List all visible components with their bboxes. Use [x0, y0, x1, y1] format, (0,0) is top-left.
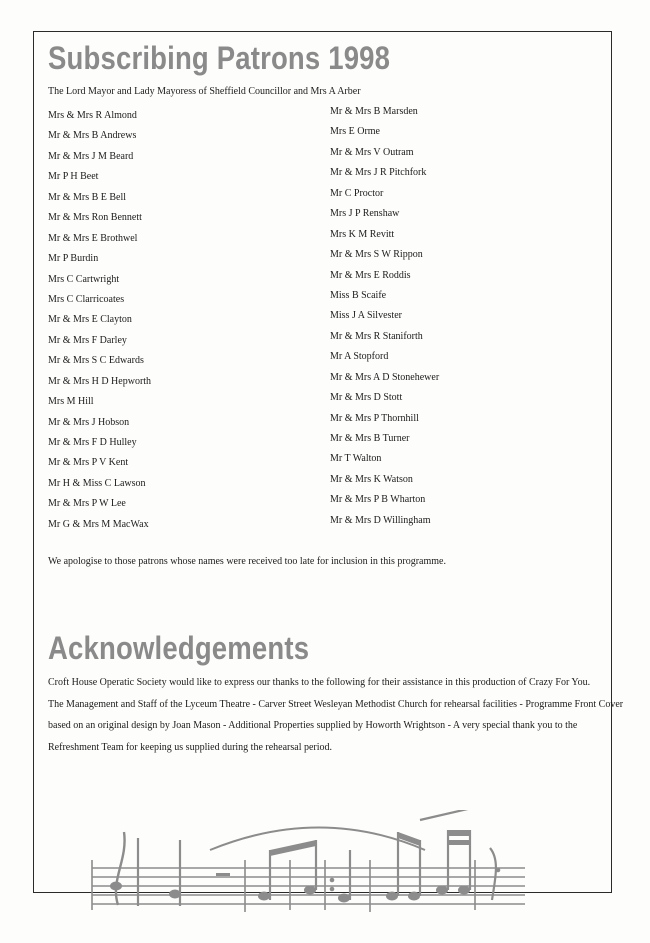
patrons-intro: The Lord Mayor and Lady Mayoress of Sheffield Councillor and Mrs A Arber [48, 86, 361, 97]
patron-name: Mr & Mrs S C Edwards [48, 355, 144, 367]
patron-name: Mr A Stopford [330, 351, 389, 363]
patron-name: Mr H & Miss C Lawson [48, 477, 146, 489]
patron-name: Mr & Mrs P V Kent [48, 457, 129, 469]
patron-name: Mr & Mrs R Staniforth [330, 330, 423, 342]
patron-name: Mrs E Orme [330, 126, 380, 138]
patron-name: Mrs C Cartwright [48, 273, 120, 285]
patron-name: Mr & Mrs B E Bell [48, 191, 127, 203]
patron-name: Mr G & Mrs M MacWax [48, 518, 149, 530]
patron-name: Mr T Walton [330, 453, 382, 465]
ack-line: The Management and Staff of the Lyceum Theatre - Carver Street Wesleyan Methodist Church for rehearsal facilities - Programme Front Cover [48, 698, 624, 710]
patron-name: Mrs M Hill [48, 396, 94, 408]
music-staff-icon [80, 810, 530, 920]
patron-name: Mr & Mrs K Watson [330, 473, 413, 485]
patron-name: Mr & Mrs D Willingham [330, 514, 431, 526]
patron-name: Mr & Mrs H D Hepworth [48, 375, 152, 387]
patron-name: Mr P H Beet [48, 171, 99, 183]
ack-line: based on an original design by Joan Mason - Additional Properties supplied by Howorth Wrightson - A very special thank you to the [48, 720, 578, 731]
ack-line: Croft House Operatic Society would like to express our thanks to the following for their assistance in this production of Crazy For You. [48, 677, 591, 688]
ack-line: Refreshment Team for keeping us supplied during the rehearsal period. [48, 741, 333, 753]
patron-name: Mr & Mrs D Stott [330, 392, 403, 404]
patron-name: Mr & Mrs V Outram [330, 146, 414, 158]
patron-name: Mr & Mrs J M Beard [48, 150, 134, 162]
patron-name: Mrs C Clarricoates [48, 293, 125, 305]
patron-name: Miss J A Silvester [330, 310, 402, 322]
patron-name: Mr & Mrs B Andrews [48, 130, 137, 142]
apology-note: We apologise to those patrons whose names were received too late for inclusion in this programme. [48, 556, 446, 567]
patrons-heading: Subscribing Patrons 1998 [48, 40, 391, 76]
patrons-left-column [48, 106, 151, 535]
patrons-right-column [330, 102, 439, 531]
patron-name: Miss B Scaife [330, 289, 387, 301]
patron-name: Mr P Burdin [48, 253, 99, 265]
patron-name: Mr & Mrs P W Lee [48, 498, 126, 510]
patron-name: Mr & Mrs E Clayton [48, 314, 132, 326]
patron-name: Mr & Mrs J R Pitchfork [330, 167, 427, 179]
patron-name: Mr & Mrs F Darley [48, 334, 127, 346]
patron-name: Mr & Mrs F D Hulley [48, 437, 137, 448]
patron-name: Mrs K M Revitt [330, 228, 395, 240]
patron-name: Mr & Mrs S W Rippon [330, 249, 423, 261]
patron-name: Mr & Mrs E Roddis [330, 269, 411, 281]
patron-name: Mr C Proctor [330, 187, 384, 199]
patron-name: Mr & Mrs B Turner [330, 433, 410, 444]
patron-name: Mrs J P Renshaw [330, 208, 400, 220]
patron-name: Mr & Mrs B Marsden [330, 106, 418, 117]
acknowledgements-heading: Acknowledgements [48, 630, 310, 666]
patron-name: Mrs & Mrs R Almond [48, 110, 137, 121]
patron-name: Mr & Mrs Ron Bennett [48, 212, 142, 224]
acknowledgements-text [48, 672, 623, 758]
patron-name: Mr & Mrs P B Wharton [330, 494, 426, 506]
patron-name: Mr & Mrs A D Stonehewer [330, 371, 440, 383]
patron-name: Mr & Mrs J Hobson [48, 416, 130, 428]
patron-name: Mr & Mrs P Thornhill [330, 412, 419, 424]
patron-name: Mr & Mrs E Brothwel [48, 232, 138, 244]
